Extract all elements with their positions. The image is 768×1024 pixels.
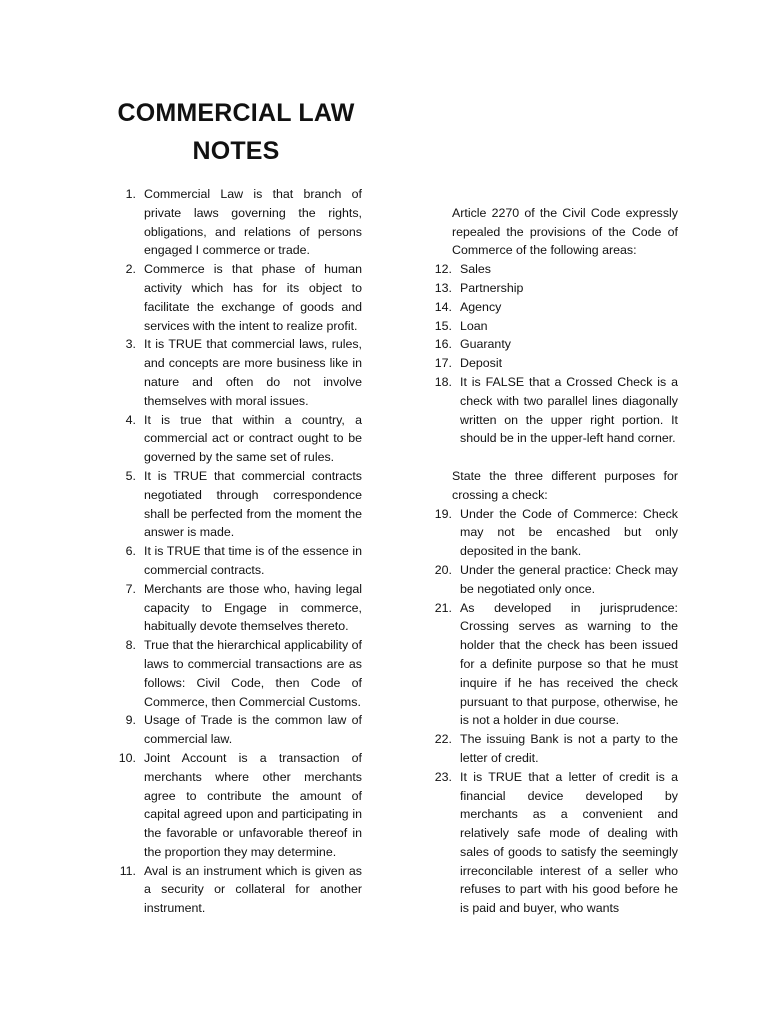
list-item-number: 1. [125,187,136,201]
list-item-number: 19. [434,506,452,521]
list-item-text: True that the hierarchical applicability of laws to commercial transactions are as follows: Civil Code, then Code of Commerce, then Commercial Customs. [144,638,362,709]
list-item-number: 14. [434,299,452,314]
right-intro-text: Article 2270 of the Civil Code expressly repealed the provisions of the Code of Commerce of the following areas: [452,205,678,258]
list-item [108,862,362,918]
list-item [108,636,362,711]
list-item-number: 17. [434,356,452,371]
list-item-number: 8. [125,638,136,653]
list-item [108,711,362,749]
list-item-number: 23. [434,769,452,784]
list-item-number: 3. [125,337,136,352]
list-item-number: 4. [125,412,136,427]
right-column [424,185,678,918]
list-item-text: It is FALSE that a Crossed Check is a check with two parallel lines diagonally written on the upper right portion. It should be in the upper-left hand corner. [460,374,678,446]
list-item-text: Partnership [460,280,524,295]
list-item-text: It is TRUE that time is of the essence in commercial contracts. [144,544,362,577]
list-item-text: The issuing Bank is not a party to the letter of credit. [460,732,678,765]
list-item-text: Under the general practice: Check may be negotiated only once. [460,562,678,596]
list-item [424,505,678,561]
list-item [424,599,678,731]
list-item-number: 21. [434,600,452,615]
list-item-number: 22. [434,732,452,747]
list-item [424,730,678,768]
list-item [108,335,362,410]
list-item [108,542,362,580]
list-item-text: It is TRUE that commercial laws, rules, and concepts are more business like in nature and often do not involve themselves with moral issues. [144,337,362,408]
list-item-number: 11. [119,863,136,878]
list-item-text: Joint Account is a transaction of merchants where other merchants agree to contribute the amount of capital agreed upon and participating in the favorable or unfavorable thereof in the proportion they may determine. [144,750,362,859]
page-title: COMMERCIAL LAW NOTES [117,99,355,165]
list-item-text: As developed in jurisprudence: Crossing serves as warning to the holder that the check has been issued for a definite purpose so that he must inquire if he has received the check pursuant to that purpose, otherwise, he is not a holder in due course. [460,600,678,728]
list-item [108,580,362,636]
list-item [424,335,678,354]
list-item [108,260,362,335]
list-item-text: Usage of Trade is the common law of commercial law. [144,713,362,747]
list-item-text: Sales [460,262,491,277]
crossing-purposes-text: State the three different purposes for crossing a check: [452,468,678,502]
list-item-text: Under the Code of Commerce: Check may not be encashed but only deposited in the bank. [460,506,678,559]
list-item [424,279,678,298]
list-item-number: 12. [434,262,452,277]
list-item-number: 10. [118,750,136,765]
list-item-text: Deposit [460,356,503,371]
list-item-text: Guaranty [460,337,511,352]
list-item-number: 18. [434,374,452,389]
list-item [424,373,678,448]
crossing-purposes-paragraph [424,467,678,505]
left-column [108,185,362,918]
list-item-text: It is TRUE that a letter of credit is a financial device developed by merchants as a convenient and relatively safe mode of dealing with sales of goods to satisfy the seemingly irreconcilable interest of a seller who refuses to part with his good before he is paid and buyer, who wants [460,769,678,916]
list-item-number: 16. [434,337,452,352]
list-item-text: Aval is an instrument which is given as a security or collateral for another instrument. [144,863,362,916]
list-item-text: Commercial Law is that branch of private laws governing the rights, obligations, and relations of persons engaged I commerce or trade. [144,187,362,258]
list-item [424,260,678,279]
list-item [108,749,362,862]
list-item-number: 6. [125,544,136,559]
list-item [424,354,678,373]
list-item-text: It is TRUE that commercial contracts negotiated through correspondence shall be perfected from the moment the answer is made. [144,468,362,540]
list-item-number: 2. [125,262,136,277]
list-item [424,317,678,336]
right-intro-paragraph [424,204,678,260]
list-item [108,411,362,467]
list-item-number: 9. [125,713,136,728]
list-item [424,561,678,599]
list-item-number: 15. [434,318,452,333]
list-item-text: Merchants are those who, having legal capacity to Engage in commerce, habitually devote themselves thereto. [144,581,362,634]
list-item [424,768,678,918]
list-item-number: 7. [125,581,136,596]
list-item-text: It is true that within a country, a commercial act or contract ought to be governed by the same set of rules. [144,412,362,465]
list-item-number: 20. [434,562,452,577]
list-item-text: Commerce is that phase of human activity which has for its object to facilitate the exchange of goods and services with the intent to realize profit. [144,262,362,333]
list-item [108,185,362,260]
list-item-number: 5. [125,468,136,483]
list-item [108,467,362,542]
list-item [424,298,678,317]
list-item-text: Agency [460,299,502,314]
list-item-number: 13. [434,280,452,295]
list-item-text: Loan [460,318,488,333]
